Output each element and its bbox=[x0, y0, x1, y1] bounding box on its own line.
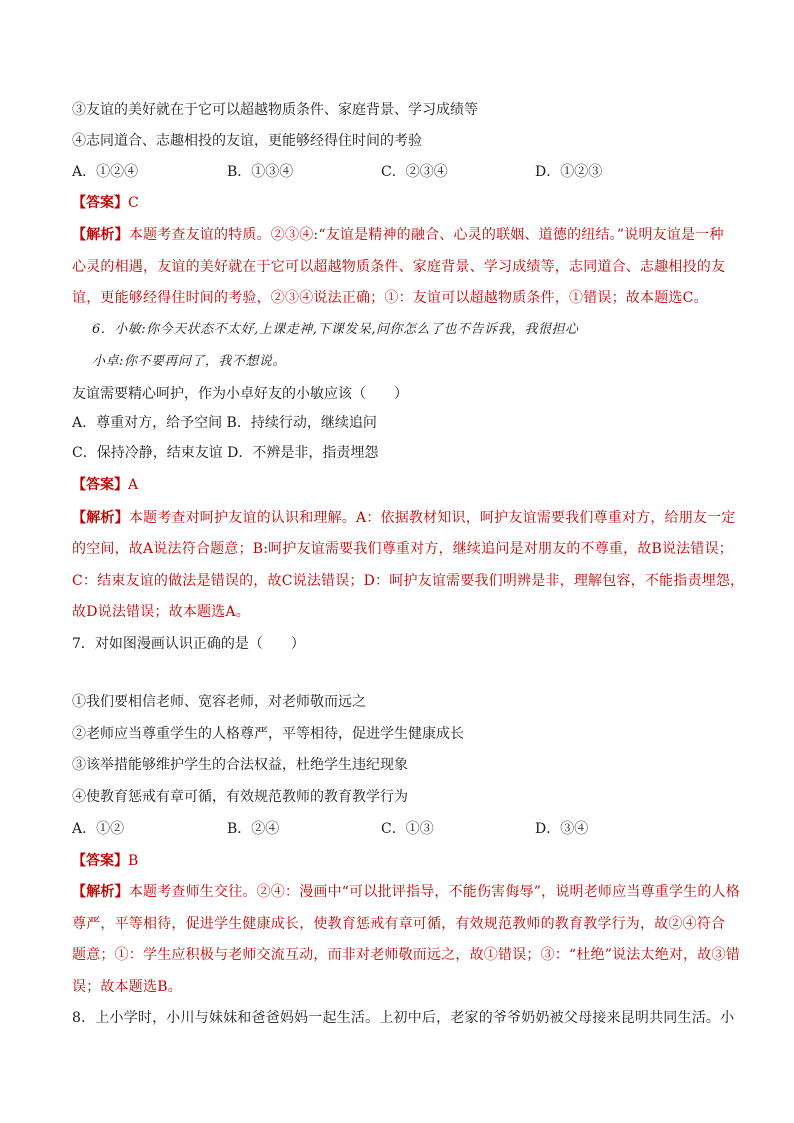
q6-analysis-line-4: 故D说法错误；故本题选A。 bbox=[72, 604, 250, 620]
q5-analysis-line-3: 谊，更能够经得住时间的考验，②③④说法正确；①：友谊可以超越物质条件，①错误；故本题选C。 bbox=[72, 290, 708, 306]
q5-option-c: C．②③④ bbox=[381, 164, 448, 180]
q5-analysis-line-2: 心灵的相遇，友谊的美好就在于它可以超越物质条件、家庭背景、学习成绩等，志同道合、志趣相投的友 bbox=[72, 259, 726, 275]
q7-option-a: A．①② bbox=[72, 821, 125, 837]
q6-dialogue-xiaomin: 6．小敏:你今天状态不太好,上课走神,下课发呆,问你怎么了也不告诉我，我很担心 bbox=[92, 322, 579, 337]
q7-analysis-line-1: 【解析】本题考查师生交往。②④：漫画中“可以批评指导，不能伤害侮辱”，说明老师应当尊重学生的人格 bbox=[72, 884, 740, 900]
analysis-tag: 【解析】 bbox=[72, 227, 129, 243]
q6-options-cd: C．保持冷静，结束友谊 D．不辨是非，指责埋怨 bbox=[72, 445, 379, 461]
q5-option-a: A．①②④ bbox=[72, 164, 139, 180]
q6-analysis-line-3: C：结束友谊的做法是错误的，故C说法错误；D：呵护友谊需要我们明辨是非，理解包容，不能指责埋怨， bbox=[72, 573, 745, 589]
q7-statement-2: ②老师应当尊重学生的人格尊严，平等相待，促进学生健康成长 bbox=[72, 726, 464, 742]
answer-value: A bbox=[128, 477, 139, 493]
answer-value: B bbox=[128, 853, 139, 869]
q6-options-ab: A．尊重对方，给予空间 B．持续行动，继续追问 bbox=[72, 415, 377, 431]
q7-statement-4: ④使教育惩戒有章可循，有效规范教师的教育教学行为 bbox=[72, 789, 408, 805]
q7-analysis-line-2: 尊严，平等相待，促进学生健康成长，使教育惩戒有章可循，有效规范教师的教育教学行为，故②④符合 bbox=[72, 916, 726, 932]
q7-option-d: D．③④ bbox=[535, 821, 589, 837]
q7-option-c: C．①③ bbox=[381, 821, 434, 837]
q5-option-b: B．①③④ bbox=[227, 164, 294, 180]
q7-analysis-line-4: 误；故本题选B。 bbox=[72, 979, 182, 995]
q5-analysis-line-1: 【解析】本题考查友谊的特质。②③④:“友谊是精神的融合、心灵的联姻、道德的纽结。”说明友谊是一种 bbox=[72, 227, 724, 243]
answer-tag: 【答案】 bbox=[72, 195, 128, 211]
q6-analysis-line-2: 的空间，故A说法符合题意；B:呵护友谊需要我们尊重对方，继续追问是对朋友的不尊重，故B说法错误； bbox=[72, 541, 734, 557]
q7-statement-1: ①我们要相信老师、宽容老师，对老师敬而远之 bbox=[72, 694, 366, 710]
q6-answer bbox=[72, 475, 724, 495]
q7-statement-3: ③该举措能够维护学生的合法权益，杜绝学生违纪现象 bbox=[72, 757, 408, 773]
q5-statement-4: ④志同道合、志趣相投的友谊，更能够经得住时间的考验 bbox=[72, 133, 422, 149]
q6-analysis-line-1: 【解析】本题考查对呵护友谊的认识和理解。A：依据教材知识，呵护友谊需要我们尊重对方，给朋友一定 bbox=[72, 510, 736, 526]
answer-value: C bbox=[128, 195, 139, 211]
q7-answer bbox=[72, 851, 724, 871]
q8-question-line-1: 8．上小学时，小川与妹妹和爸爸妈妈一起生活。上初中后，老家的爷爷奶奶被父母接来昆明共同生活。小 bbox=[72, 1010, 735, 1026]
answer-tag: 【答案】 bbox=[72, 477, 128, 493]
answer-tag: 【答案】 bbox=[72, 853, 128, 869]
q6-dialogue-xiaozhuo: 小卓:你不要再问了，我不想说。 bbox=[92, 354, 286, 369]
analysis-tag: 【解析】 bbox=[72, 510, 129, 526]
q7-option-b: B．②④ bbox=[227, 821, 280, 837]
analysis-tag: 【解析】 bbox=[72, 884, 129, 900]
q7-analysis-line-3: 题意；①：学生应积极与老师交流互动，而非对老师敬而远之，故①错误；③：“杜绝”说法太绝对，故③错 bbox=[72, 947, 740, 963]
q5-answer bbox=[72, 193, 724, 213]
q5-statement-3: ③友谊的美好就在于它可以超越物质条件、家庭背景、学习成绩等 bbox=[72, 102, 478, 118]
q7-question: 7．对如图漫画认识正确的是（ ） bbox=[72, 636, 305, 652]
q5-option-d: D．①②③ bbox=[535, 164, 603, 180]
q6-question: 友谊需要精心呵护，作为小卓好友的小敏应该（ ） bbox=[72, 386, 408, 402]
